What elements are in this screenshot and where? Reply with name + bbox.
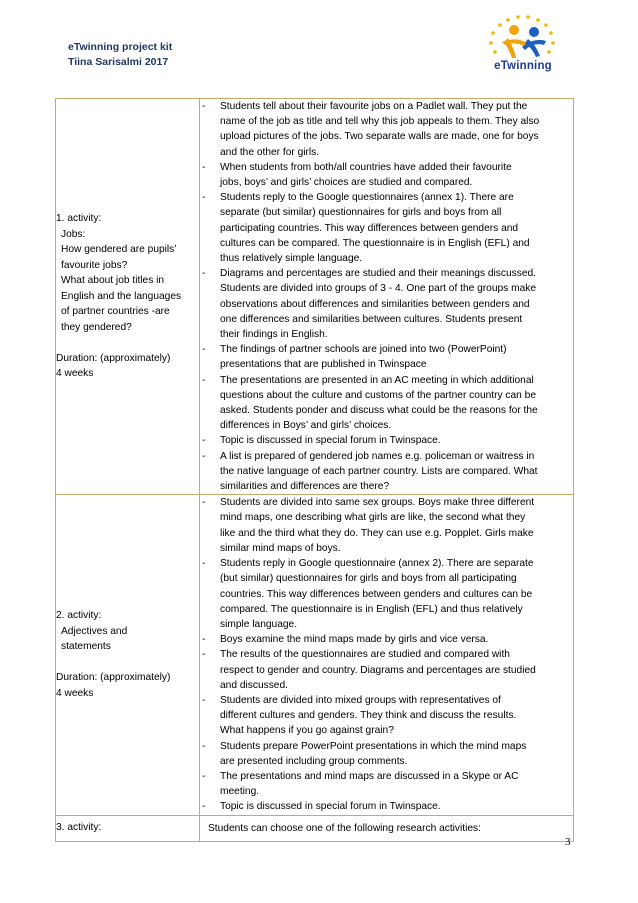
duration-label: Duration: (approximately) — [56, 352, 171, 364]
list-item: - Students are divided into mixed groups with representatives of different cultures and genders. They think and discuss the results. What happens if you go against grain? — [202, 694, 517, 737]
list-item: - The findings of partner schools are joined into two (PowerPoint) presentations that are published in Twinspace — [202, 344, 507, 371]
document-header — [68, 40, 172, 70]
activity-title: 2. activity: — [56, 610, 102, 622]
duration-value: 4 weeks — [56, 368, 94, 380]
list-item: - When students from both/all countries have added their favourite jobs, boys’ and girls’ choices are studied and compared. — [202, 161, 512, 189]
activity-steps-cell — [200, 815, 574, 841]
activity-topic-line: What about job titles in — [61, 275, 165, 287]
activity-topic-line: statements — [61, 641, 111, 653]
table-row — [56, 495, 574, 815]
activity-steps-cell — [200, 495, 574, 815]
table-row — [56, 815, 574, 841]
logo-text: eTwinning — [494, 60, 552, 72]
activity-title: 1. activity: — [56, 213, 102, 225]
activity-topic-line: favourite jobs? — [61, 259, 128, 271]
activity-topic-line: Jobs: — [61, 228, 86, 240]
list-item: - Topic is discussed in special forum in Twinspace. — [202, 801, 441, 813]
activity-description-cell — [56, 99, 200, 495]
activity-steps-cell — [200, 99, 574, 495]
activities-table — [55, 98, 574, 842]
header-kit-title: eTwinning project kit — [68, 41, 173, 53]
duration-value: 4 weeks — [56, 687, 94, 699]
list-item: - Boys examine the mind maps made by girls and vice versa. — [202, 634, 489, 646]
activity-topic-line: How gendered are pupils’ — [61, 244, 177, 256]
list-item: - The results of the questionnaires are studied and compared with respect to gender and country. Diagrams and percentages are studied and discussed. — [202, 649, 536, 691]
steps-list — [200, 495, 573, 814]
activity-intro-text: Students can choose one of the following research activities: — [208, 822, 481, 834]
header-author: Tiina Sarisalmi 2017 — [68, 56, 169, 68]
activity-description-cell — [56, 495, 200, 815]
page-number: 3 — [565, 836, 571, 848]
activity-topic-line: Adjectives and — [61, 625, 128, 637]
list-item: - Students are divided into same sex groups. Boys make three different mind maps, one describing what girls are like, the second what they like and the third what they do. They can use e.g. Popplet. Girls make similar mind maps of boys. — [202, 497, 535, 554]
activity-title: 3. activity: — [56, 822, 102, 834]
table-row — [56, 99, 574, 495]
list-item: - A list is prepared of gendered job names e.g. policeman or waitress in the native language of each partner country. Lists are compared. What similarities and differences are there? — [202, 450, 538, 493]
list-item: - Diagrams and percentages are studied and their meanings discussed. Students are divided into groups of 3 - 4. One part of the groups make observations about differences and similarities between genders and one differences and similarities between cultures. Students present their findings in English. — [202, 268, 537, 341]
list-item: - The presentations and mind maps are discussed in a Skype or AC meeting. — [202, 770, 519, 798]
steps-list — [200, 99, 573, 494]
duration-label: Duration: (approximately) — [56, 672, 171, 684]
list-item: - Students prepare PowerPoint presentations in which the mind maps are presented including group comments. — [202, 740, 527, 767]
activity-description-cell — [56, 815, 200, 841]
list-item: - Students reply in Google questionnaire (annex 2). There are separate (but similar) questionnaires for girls and boys from all participating countries. This way differences between genders and cultures can be compared. The questionnaire is in English (EFL) and thus relatively simple language. — [202, 558, 534, 630]
list-item: - Topic is discussed in special forum in Twinspace. — [202, 435, 441, 447]
list-item: - The presentations are presented in an AC meeting in which additional questions about the culture and customs of the partner country can be asked. Students ponder and discuss what could be the reasons for the differences in Boys’ and girls’ choices. — [202, 374, 538, 432]
activity-topic-line: English and the languages — [61, 290, 182, 302]
list-item: - Students reply to the Google questionnaires (annex 1). There are separate (but similar) questionnaires for girls and boys from all participating countries. This way differences between genders and cultures can be compared. The questionnaire is in English (EFL) and thus relatively simple language. — [202, 192, 530, 265]
activity-topic-line: they gendered? — [61, 321, 132, 333]
list-item: - Students tell about their favourite jobs on a Padlet wall. They put the name of the job as title and tell why this job appeals to them. They also upload pictures of the jobs. Two separate walls are made, one for boys and the other for girls. — [202, 101, 540, 158]
activity-topic-line: of partner countries -are — [61, 306, 170, 318]
